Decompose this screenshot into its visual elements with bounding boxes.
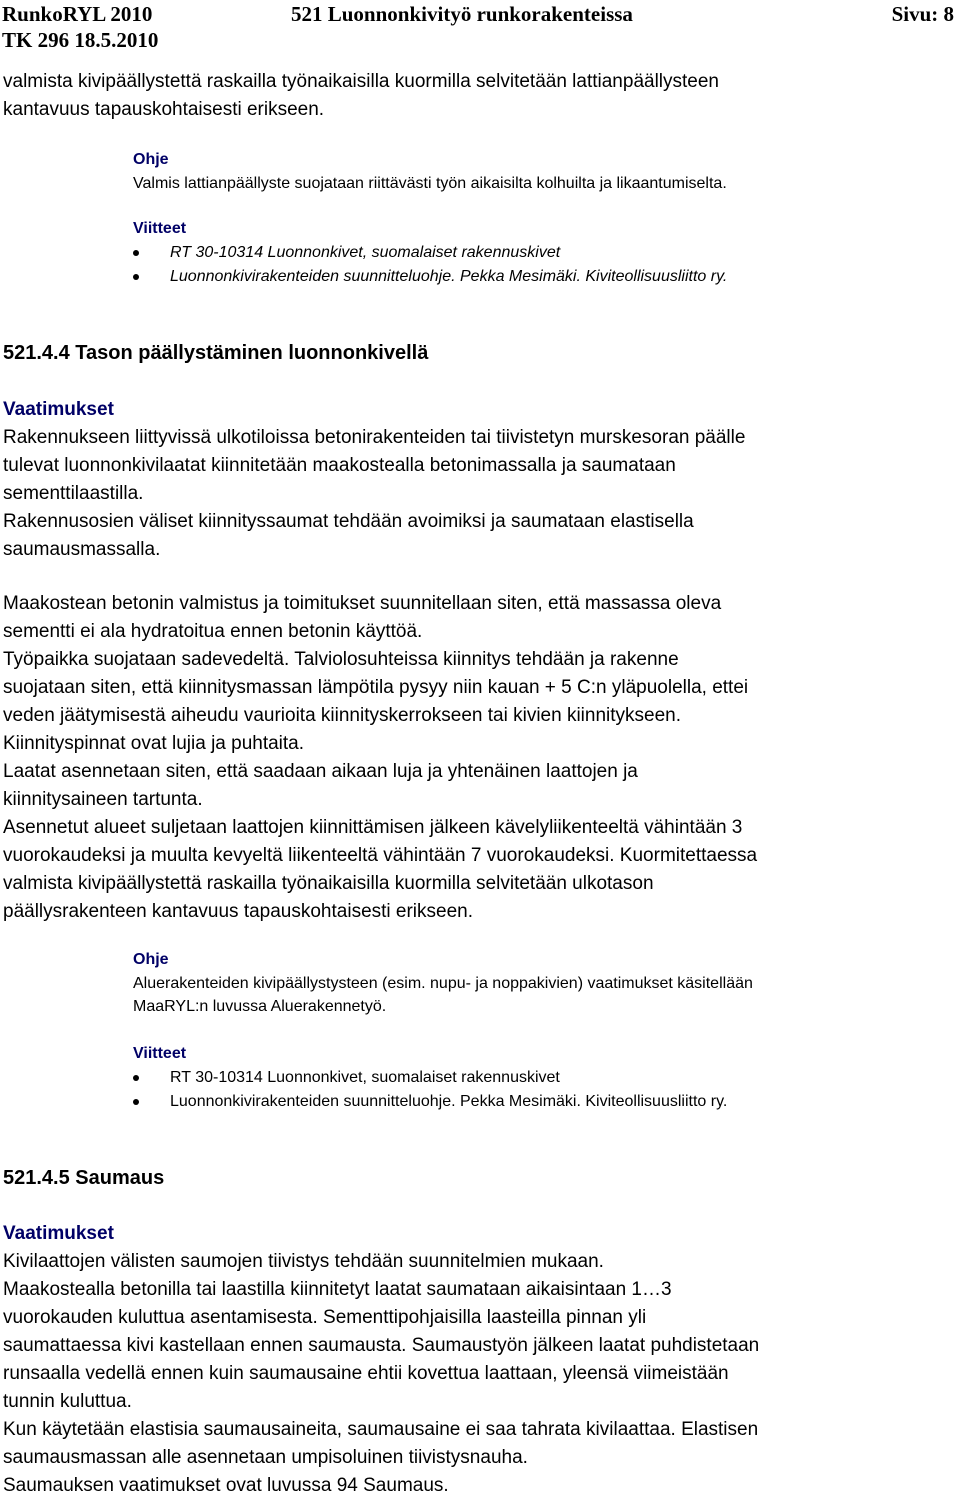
- guide-text: MaaRYL:n luvussa Aluerakennetyö.: [133, 998, 387, 1015]
- text-line: Työpaikka suojataan sadevedeltä. Talviolosuhteissa kiinnitys tehdään ja rakenne: [3, 649, 679, 670]
- guide-box: [133, 148, 956, 195]
- text-line: valmista kivipäällystettä raskailla työnaikaisilla kuormilla selvitetään lattianpäällysteen: [3, 71, 719, 92]
- reference-text: Luonnonkivirakenteiden suunnitteluohje. Pekka Mesimäki. Kiviteollisuusliitto ry.: [170, 1093, 728, 1110]
- requirements-paragraph: [3, 1248, 958, 1500]
- requirements-label: Vaatimukset: [3, 399, 114, 420]
- section-heading: 521.4.4 Tason päällystäminen luonnonkivellä: [3, 342, 429, 364]
- text-line: Laatat asennetaan siten, että saadaan aikaan luja ja yhtenäinen laattojen ja: [3, 761, 638, 782]
- bullet-icon: [133, 1075, 139, 1081]
- guide-label: Ohje: [133, 951, 169, 968]
- bullet-icon: [133, 274, 139, 280]
- page-number: Sivu: 8: [891, 2, 954, 26]
- bullet-icon: [133, 250, 139, 256]
- text-line: vuorokaudeksi ja muulta kevyeltä liikenteeltä vähintään 7 vuorokaudeksi. Kuormitettaessa: [3, 845, 758, 866]
- reference-text: Luonnonkivirakenteiden suunnitteluohje. Pekka Mesimäki. Kiviteollisuusliitto ry.: [170, 268, 728, 285]
- text-line: runsaalla vedellä ennen kuin saumausaine ehtii kovettua laattaan, yleensä viimeistään: [3, 1363, 729, 1384]
- text-line: tulevat luonnonkivilaatat kiinnitetään maakostealla betonimassalla ja saumataan: [3, 455, 676, 476]
- guide-text: Valmis lattianpäällyste suojataan riittävästi työn aikaisilta kolhuilta ja likaantumiselta.: [133, 174, 727, 192]
- references-label-box: [133, 1042, 956, 1066]
- bullet-icon: [133, 1099, 139, 1105]
- text-line: kiinnitysaineen tartunta.: [3, 789, 203, 810]
- intro-paragraph: [3, 68, 958, 124]
- text-line: Asennetut alueet suljetaan laattojen kiinnittämisen jälkeen kävelyliikenteeltä vähintään 3: [3, 817, 743, 838]
- reference-text: RT 30-10314 Luonnonkivet, suomalaiset rakennuskivet: [170, 1069, 560, 1086]
- requirements-paragraph: [3, 590, 958, 926]
- text-line: Kiinnityspinnat ovat lujia ja puhtaita.: [3, 733, 305, 754]
- text-line: sementtilaastilla.: [3, 483, 144, 504]
- doc-code: RunkoRYL 2010: [2, 2, 153, 26]
- text-line: tunnin kuluttua.: [3, 1391, 132, 1412]
- text-line: Maakostean betonin valmistus ja toimitukset suunnitellaan siten, että massassa oleva: [3, 593, 722, 614]
- section-heading: 521.4.5 Saumaus: [3, 1167, 165, 1189]
- requirements-paragraph: [3, 424, 958, 564]
- guide-label: Ohje: [133, 151, 169, 168]
- text-line: valmista kivipäällystettä raskailla työnaikaisilla kuormilla selvitetään ulkotason: [3, 873, 654, 894]
- page-header: [2, 0, 954, 56]
- text-line: Rakennukseen liittyvissä ulkotiloissa betonirakenteiden tai tiivistetyn murskesoran päälle: [3, 427, 746, 448]
- text-line: päällysrakenteen kantavuus tapauskohtaisesti erikseen.: [3, 901, 474, 922]
- text-line: saumausmassan alle asennetaan umpisoluinen tiivistysnauha.: [3, 1447, 528, 1468]
- text-line: suojataan siten, että kiinnitysmassan lämpötila pysyy niin kauan + 5 C:n yläpuolella, ettei: [3, 677, 749, 698]
- references-label: Viitteet: [133, 220, 187, 237]
- text-line: saumausmassalla.: [3, 539, 161, 560]
- text-line: saumattaessa kivi kastellaan ennen saumausta. Saumaustyön jälkeen laatat puhdistetaan: [3, 1335, 760, 1356]
- reference-text: RT 30-10314 Luonnonkivet, suomalaiset rakennuskivet: [170, 244, 561, 261]
- text-line: Saumauksen vaatimukset ovat luvussa 94 Saumaus.: [3, 1475, 449, 1496]
- doc-date: TK 296 18.5.2010: [2, 28, 159, 52]
- text-line: Rakennusosien väliset kiinnityssaumat tehdään avoimiksi ja saumataan elastisella: [3, 511, 694, 532]
- text-line: Kivilaattojen välisten saumojen tiivistys tehdään suunnitelmien mukaan.: [3, 1251, 604, 1272]
- text-line: kantavuus tapauskohtaisesti erikseen.: [3, 99, 325, 120]
- chapter-title: 521 Luonnonkivityö runkorakenteissa: [291, 2, 633, 26]
- text-line: Kun käytetään elastisia saumausaineita, saumausaine ei saa tahrata kivilaattaa. Elastisen: [3, 1419, 759, 1440]
- requirements-label: Vaatimukset: [3, 1223, 114, 1244]
- text-line: veden jäätymisestä aiheudu vaurioita kiinnityskerrokseen tai kivien kiinnitykseen.: [3, 705, 682, 726]
- references-label: Viitteet: [133, 1045, 187, 1062]
- text-line: Maakostealla betonilla tai laastilla kiinnitetyt laatat saumataan aikaisintaan 1…3: [3, 1279, 672, 1300]
- guide-text: Aluerakenteiden kivipäällystysteen (esim. nupu- ja noppakivien) vaatimukset käsitellään: [133, 974, 753, 992]
- guide-box: [133, 948, 956, 1019]
- text-line: vuorokauden kuluttua asentamisesta. Sementtipohjaisilla laasteilla pinnan yli: [3, 1307, 647, 1328]
- references-label-box: [133, 217, 956, 241]
- text-line: sementti ei ala hydratoitua ennen betonin käyttöä.: [3, 621, 423, 642]
